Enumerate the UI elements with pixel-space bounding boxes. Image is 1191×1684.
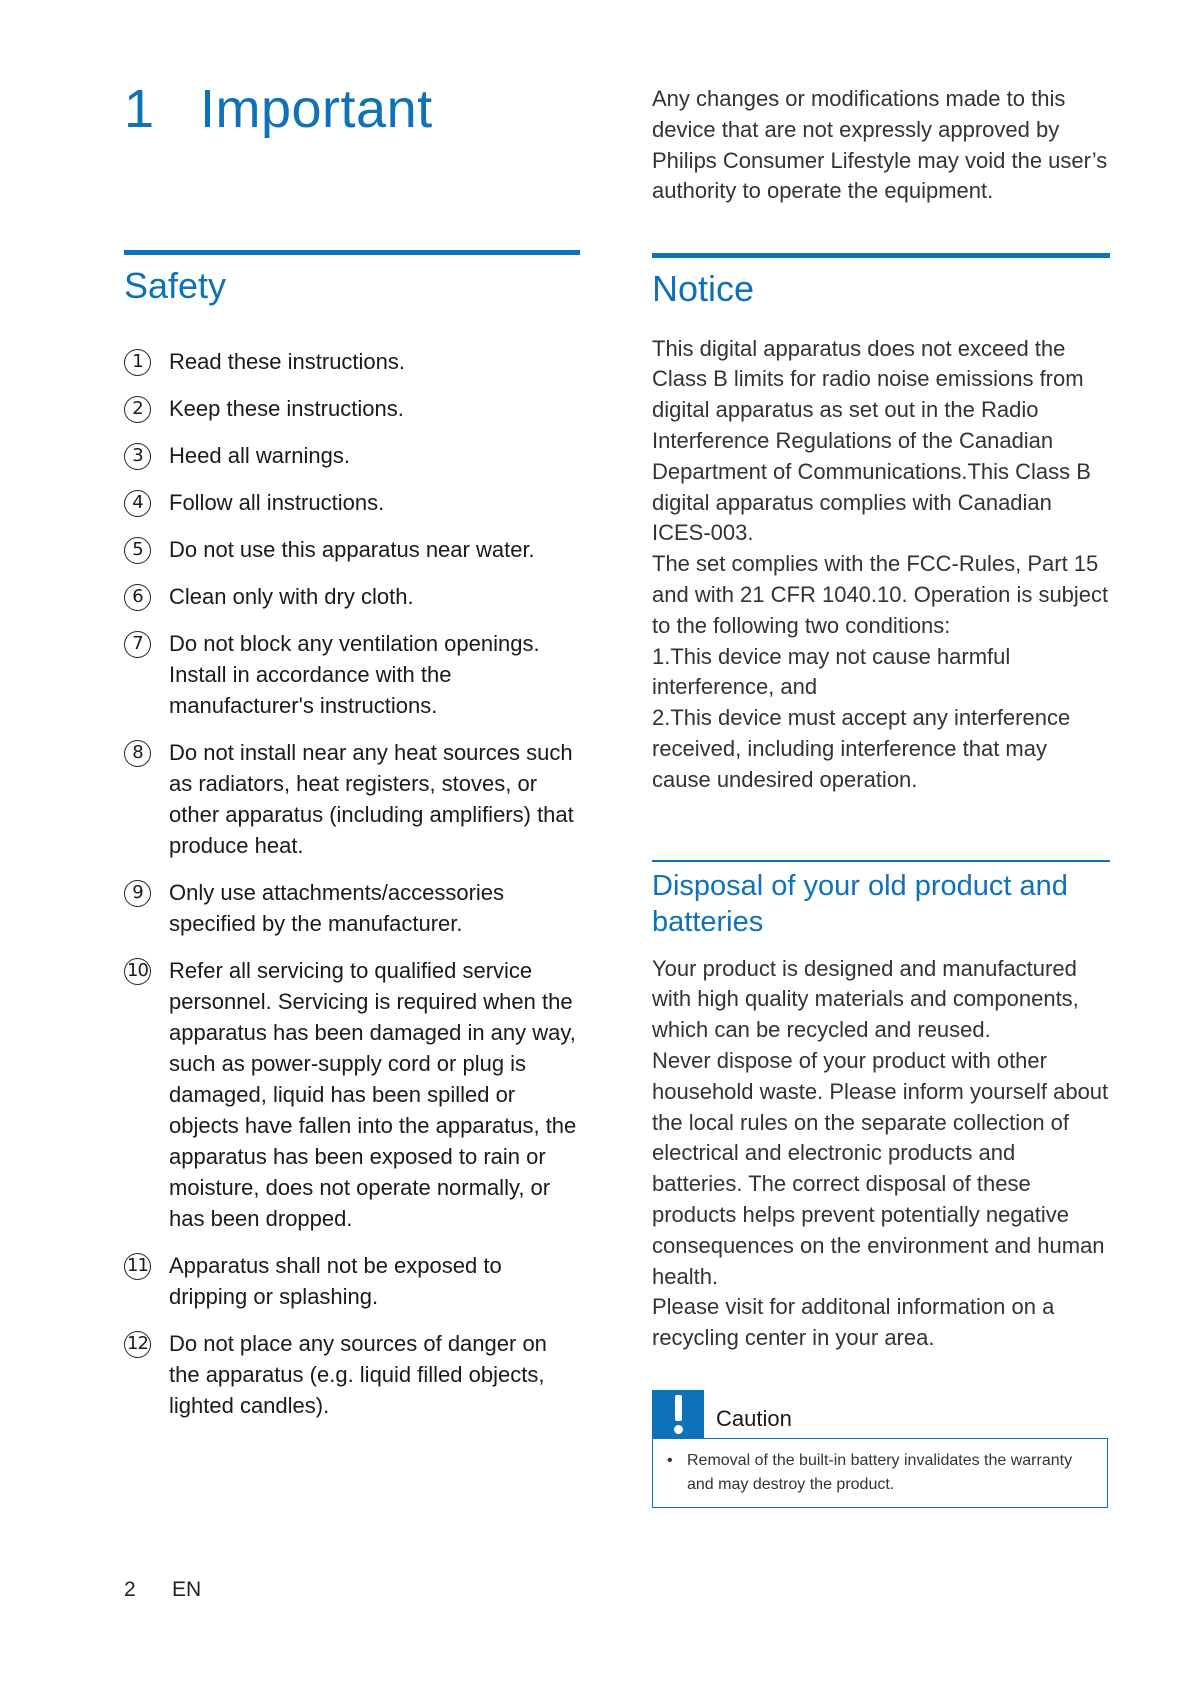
safety-section bbox=[124, 250, 580, 1437]
page-number: 2 bbox=[124, 1578, 136, 1601]
item-number: 8 bbox=[124, 740, 151, 767]
item-text: Do not place any sources of danger on the apparatus (e.g. liquid filled objects, lighted candles). bbox=[169, 1331, 547, 1419]
notice-section bbox=[652, 253, 1110, 795]
caution-label: Caution bbox=[716, 1405, 792, 1431]
disposal-paragraph: Your product is designed and manufactured with high quality materials and components, which can be recycled and reused. bbox=[652, 955, 1079, 1043]
disposal-paragraph: Never dispose of your product with other household waste. Please inform yourself about the local rules on the separate collection of electrical and electronic products and batteries. The correct disposal of these products helps prevent potentially negative consequences on the environment and human health. bbox=[652, 1047, 1109, 1289]
item-text: Follow all instructions. bbox=[169, 490, 385, 516]
notice-paragraph: 1.This device may not cause harmful interference, and bbox=[652, 643, 1011, 700]
language-code: EN bbox=[172, 1578, 202, 1601]
item-number: 4 bbox=[124, 490, 151, 517]
modifications-paragraph: Any changes or modifications made to this device that are not expressly approved by Philips Consumer Lifestyle may void the user’s authority to operate the equipment. bbox=[652, 86, 1108, 204]
caution-body bbox=[652, 1438, 1108, 1508]
chapter-number: 1 bbox=[124, 79, 155, 139]
bullet: • bbox=[667, 1451, 673, 1469]
item-number: 3 bbox=[124, 443, 151, 470]
item-number: 12 bbox=[124, 1331, 151, 1358]
disposal-section bbox=[652, 860, 1110, 1354]
right-column bbox=[652, 84, 1110, 1508]
list-item bbox=[124, 628, 580, 721]
notice-paragraph: This digital apparatus does not exceed the Class B limits for radio noise emissions from digital apparatus as set out in the Radio Interference Regulations of the Canadian Department of Communications.This Class B digital apparatus complies with Canadian ICES-003. bbox=[652, 335, 1091, 546]
page-title bbox=[124, 78, 433, 140]
disposal-rule bbox=[652, 860, 1110, 862]
item-text: Do not block any ventilation openings. Install in accordance with the manufacturer's instructions. bbox=[169, 631, 540, 719]
list-item bbox=[124, 1250, 580, 1312]
item-text: Heed all warnings. bbox=[169, 443, 350, 469]
item-number: 11 bbox=[124, 1253, 151, 1280]
item-number: 1 bbox=[124, 349, 151, 376]
safety-list bbox=[124, 346, 580, 1421]
exclamation-icon bbox=[652, 1390, 704, 1438]
chapter-title: Important bbox=[200, 79, 433, 139]
notice-paragraph: The set complies with the FCC-Rules, Part 15 and with 21 CFR 1040.10. Operation is subject to the following two conditions: bbox=[652, 551, 1109, 638]
list-item bbox=[124, 534, 580, 565]
list-item bbox=[124, 1328, 580, 1421]
item-number: 7 bbox=[124, 631, 151, 658]
list-item bbox=[124, 346, 580, 377]
item-text: Clean only with dry cloth. bbox=[169, 584, 414, 610]
list-item bbox=[124, 737, 580, 861]
item-number: 10 bbox=[124, 958, 151, 985]
item-text: Do not use this apparatus near water. bbox=[169, 537, 535, 563]
list-item bbox=[124, 393, 580, 424]
item-text: Do not install near any heat sources such as radiators, heat registers, stoves, or other apparatus (including amplifiers) that produce heat. bbox=[169, 740, 574, 859]
disposal-paragraph: Please visit for additonal information on a recycling center in your area. bbox=[652, 1294, 1055, 1351]
notice-heading: Notice bbox=[652, 268, 755, 310]
item-text: Only use attachments/accessories specified by the manufacturer. bbox=[169, 880, 505, 937]
item-text: Keep these instructions. bbox=[169, 396, 404, 422]
list-item bbox=[124, 955, 580, 1234]
notice-rule bbox=[652, 253, 1110, 258]
safety-rule bbox=[124, 250, 580, 255]
item-text: Read these instructions. bbox=[169, 349, 406, 375]
list-item bbox=[124, 877, 580, 939]
item-number: 9 bbox=[124, 880, 151, 907]
item-number: 2 bbox=[124, 396, 151, 423]
item-text: Refer all servicing to qualified service personnel. Servicing is required when the apparatus has been damaged in any way, such as power-supply cord or plug is damaged, liquid has been spilled or objects have fallen into the apparatus, the apparatus has been exposed to rain or moisture, does not operate normally, or has been dropped. bbox=[169, 958, 577, 1232]
disposal-heading: Disposal of your old product and batteries bbox=[652, 869, 1068, 938]
notice-paragraph: 2.This device must accept any interference received, including interference that may cause undesired operation. bbox=[652, 705, 1071, 792]
caution-text: Removal of the built-in battery invalidates the warranty and may destroy the product. bbox=[687, 1451, 1073, 1493]
list-item bbox=[124, 581, 580, 612]
list-item bbox=[124, 440, 580, 471]
item-number: 5 bbox=[124, 537, 151, 564]
safety-heading: Safety bbox=[124, 265, 227, 306]
item-text: Apparatus shall not be exposed to dripping or splashing. bbox=[169, 1253, 502, 1310]
caution-box bbox=[652, 1390, 1108, 1508]
page-footer bbox=[124, 1578, 201, 1602]
list-item bbox=[124, 487, 580, 518]
item-number: 6 bbox=[124, 584, 151, 611]
